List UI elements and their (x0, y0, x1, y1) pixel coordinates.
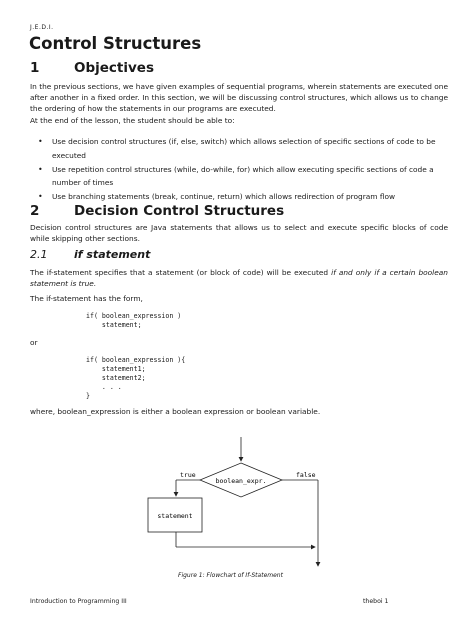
subsection-title: if statement (74, 248, 151, 261)
code-block-if-simple: if( boolean_expression ) statement; (86, 312, 182, 329)
code-block-if-block: if( boolean_expression ){ statement1; statement2; . . . } (86, 356, 186, 400)
list-item-text: Use decision control structures (if, else, switch) which allows selection of specific sections of code to be executed (52, 137, 436, 160)
decision-intro: Decision control structures are Java statements that allows us to select and execute specific blocks of code while skipping other sections. (30, 223, 448, 243)
if-form-lead: The if-statement has the form, (30, 294, 143, 303)
bullet-icon: • (38, 164, 43, 174)
list-item-text: Use repetition control structures (while, do-while, for) which allow executing specific sections of code a number of times (52, 164, 434, 187)
section-title: Decision Control Structures (74, 203, 285, 219)
objectives-lead: At the end of the lesson, the student should be able to: (30, 116, 235, 125)
decision-label: boolean_expr. (215, 477, 267, 485)
bullet-icon: • (38, 192, 43, 201)
footer-course: Introduction to Programming III (30, 598, 127, 605)
statement-label: statement (157, 512, 193, 520)
if-description-text: The if-statement specifies that a statement (or block of code) will be executed (30, 268, 332, 277)
bullet-icon: • (38, 137, 43, 146)
where-text: where, boolean_expression is either a boolean expression or boolean variable. (30, 407, 321, 416)
section-number: 1 (30, 60, 40, 76)
false-label: false (296, 471, 316, 479)
section-title: Objectives (74, 60, 154, 76)
true-label: true (180, 471, 196, 479)
header-tag: J.E.D.I. (30, 24, 54, 31)
section-number: 2 (30, 203, 40, 219)
footer-page: theboi 1 (363, 598, 389, 605)
page-title: Control Structures (29, 34, 202, 53)
or-text: or (30, 338, 38, 347)
objectives-intro: In the previous sections, we have given examples of sequential programs, wherein statements are executed one after another in a fixed order. In this section, we will be discussing control structures, which allows us to change the ordering of how the statements in our programs are executed. (30, 82, 448, 113)
subsection-number: 2.1 (30, 248, 48, 261)
if-description-emphasis: if and only if a certain boolean statement is true. (30, 268, 448, 288)
list-item-text: Use branching statements (break, continue, return) which allows redirection of program flow (52, 192, 396, 201)
figure-caption: Figure 1: Flowchart of If-Statement (178, 572, 283, 579)
